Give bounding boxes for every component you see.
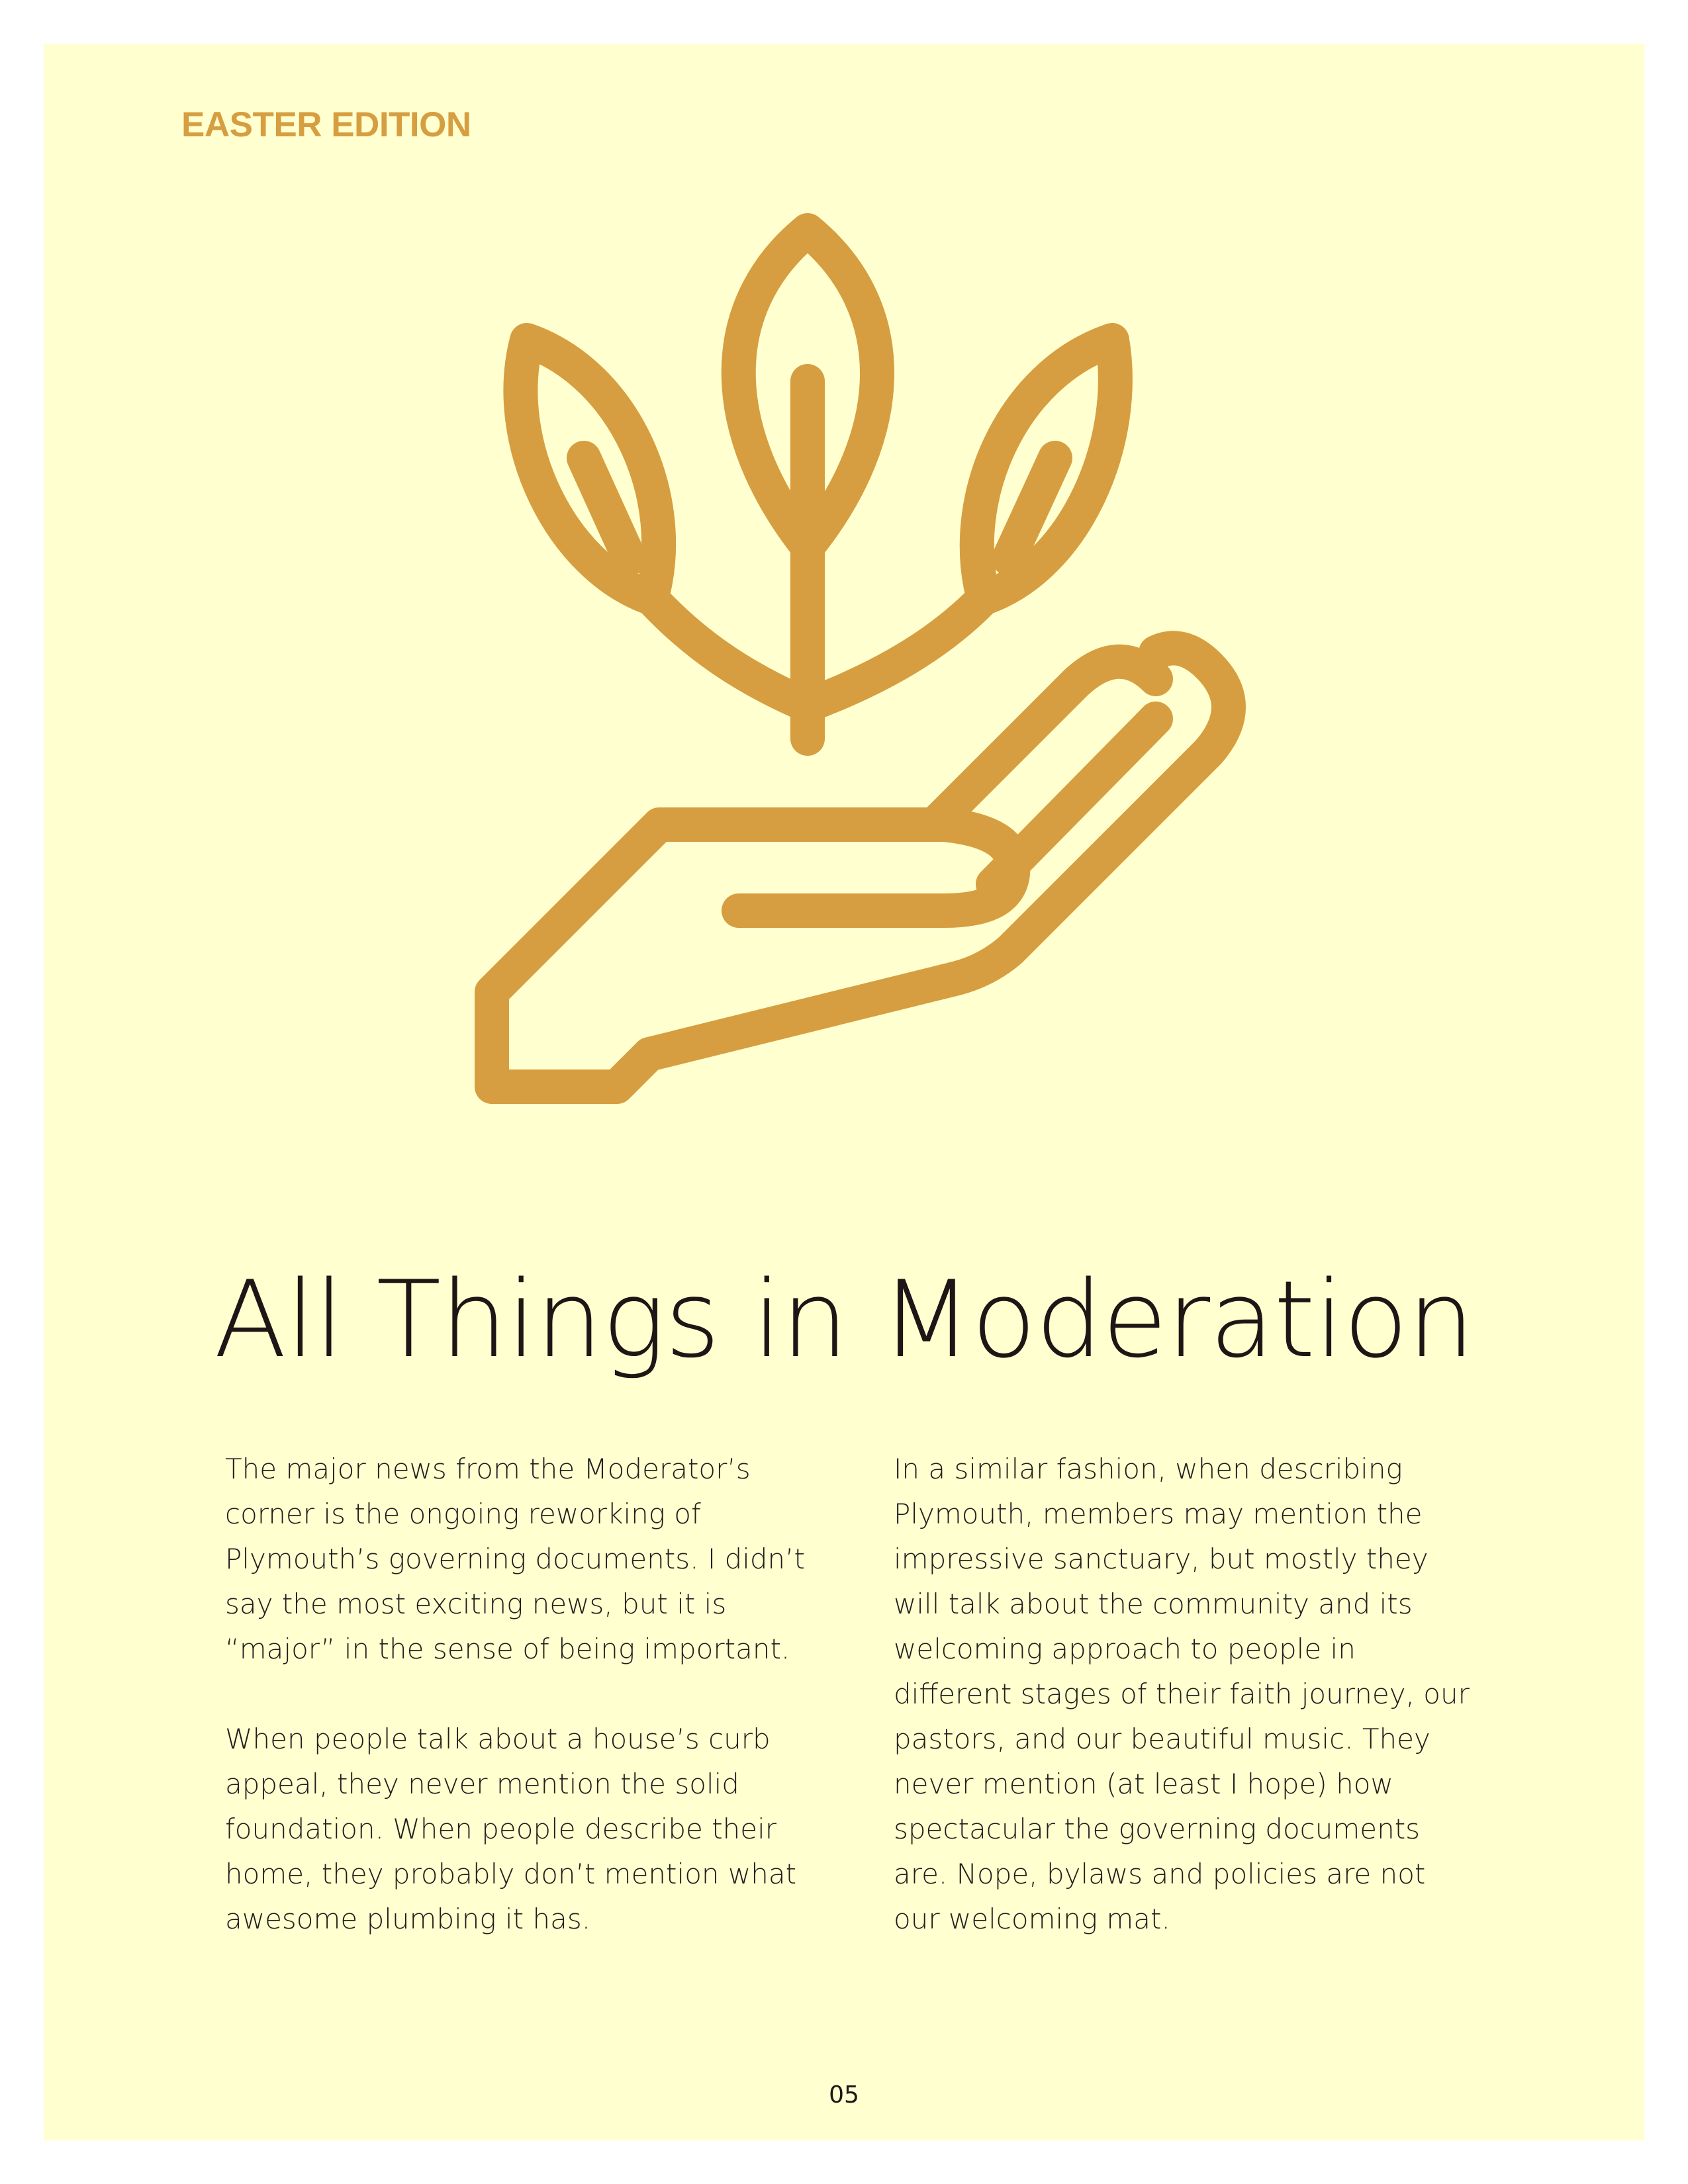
edition-label: EASTER EDITION <box>181 105 471 144</box>
left-column <box>225 1447 808 1987</box>
right-column <box>894 1447 1476 1987</box>
right-branch <box>808 598 984 705</box>
hand-holding-sprout-icon <box>44 44 1644 1208</box>
page-number: 05 <box>829 2081 859 2109</box>
page <box>44 44 1644 2140</box>
article-title: All Things in Moderation <box>214 1257 1474 1381</box>
left-branch <box>651 598 808 705</box>
right-paragraph-1: In a similar fashion, when describing Plymouth, members may mention the impressive sanctuary, but mostly they will talk about the community and its welcoming approach to people in different stages of their faith journey, our pastors, and our beautiful music. They never mention (at least I hope) how spectacular the governing documents are. Nope, bylaws and policies are not our welcoming mat. <box>894 1453 1470 1935</box>
left-paragraph-1: The major news from the Moderator’s corner is the ongoing reworking of Plymouth’s governing documents. I didn’t say the most exciting news, but it is “major” in the sense of being important. <box>225 1453 805 1665</box>
palm <box>492 648 1229 1087</box>
icon-strokes <box>492 230 1229 1087</box>
left-paragraph-2: When people talk about a house’s curb appeal, they never mention the solid foundation. When people describe their home, they probably don’t mention what awesome plumbing it has. <box>225 1723 797 1935</box>
